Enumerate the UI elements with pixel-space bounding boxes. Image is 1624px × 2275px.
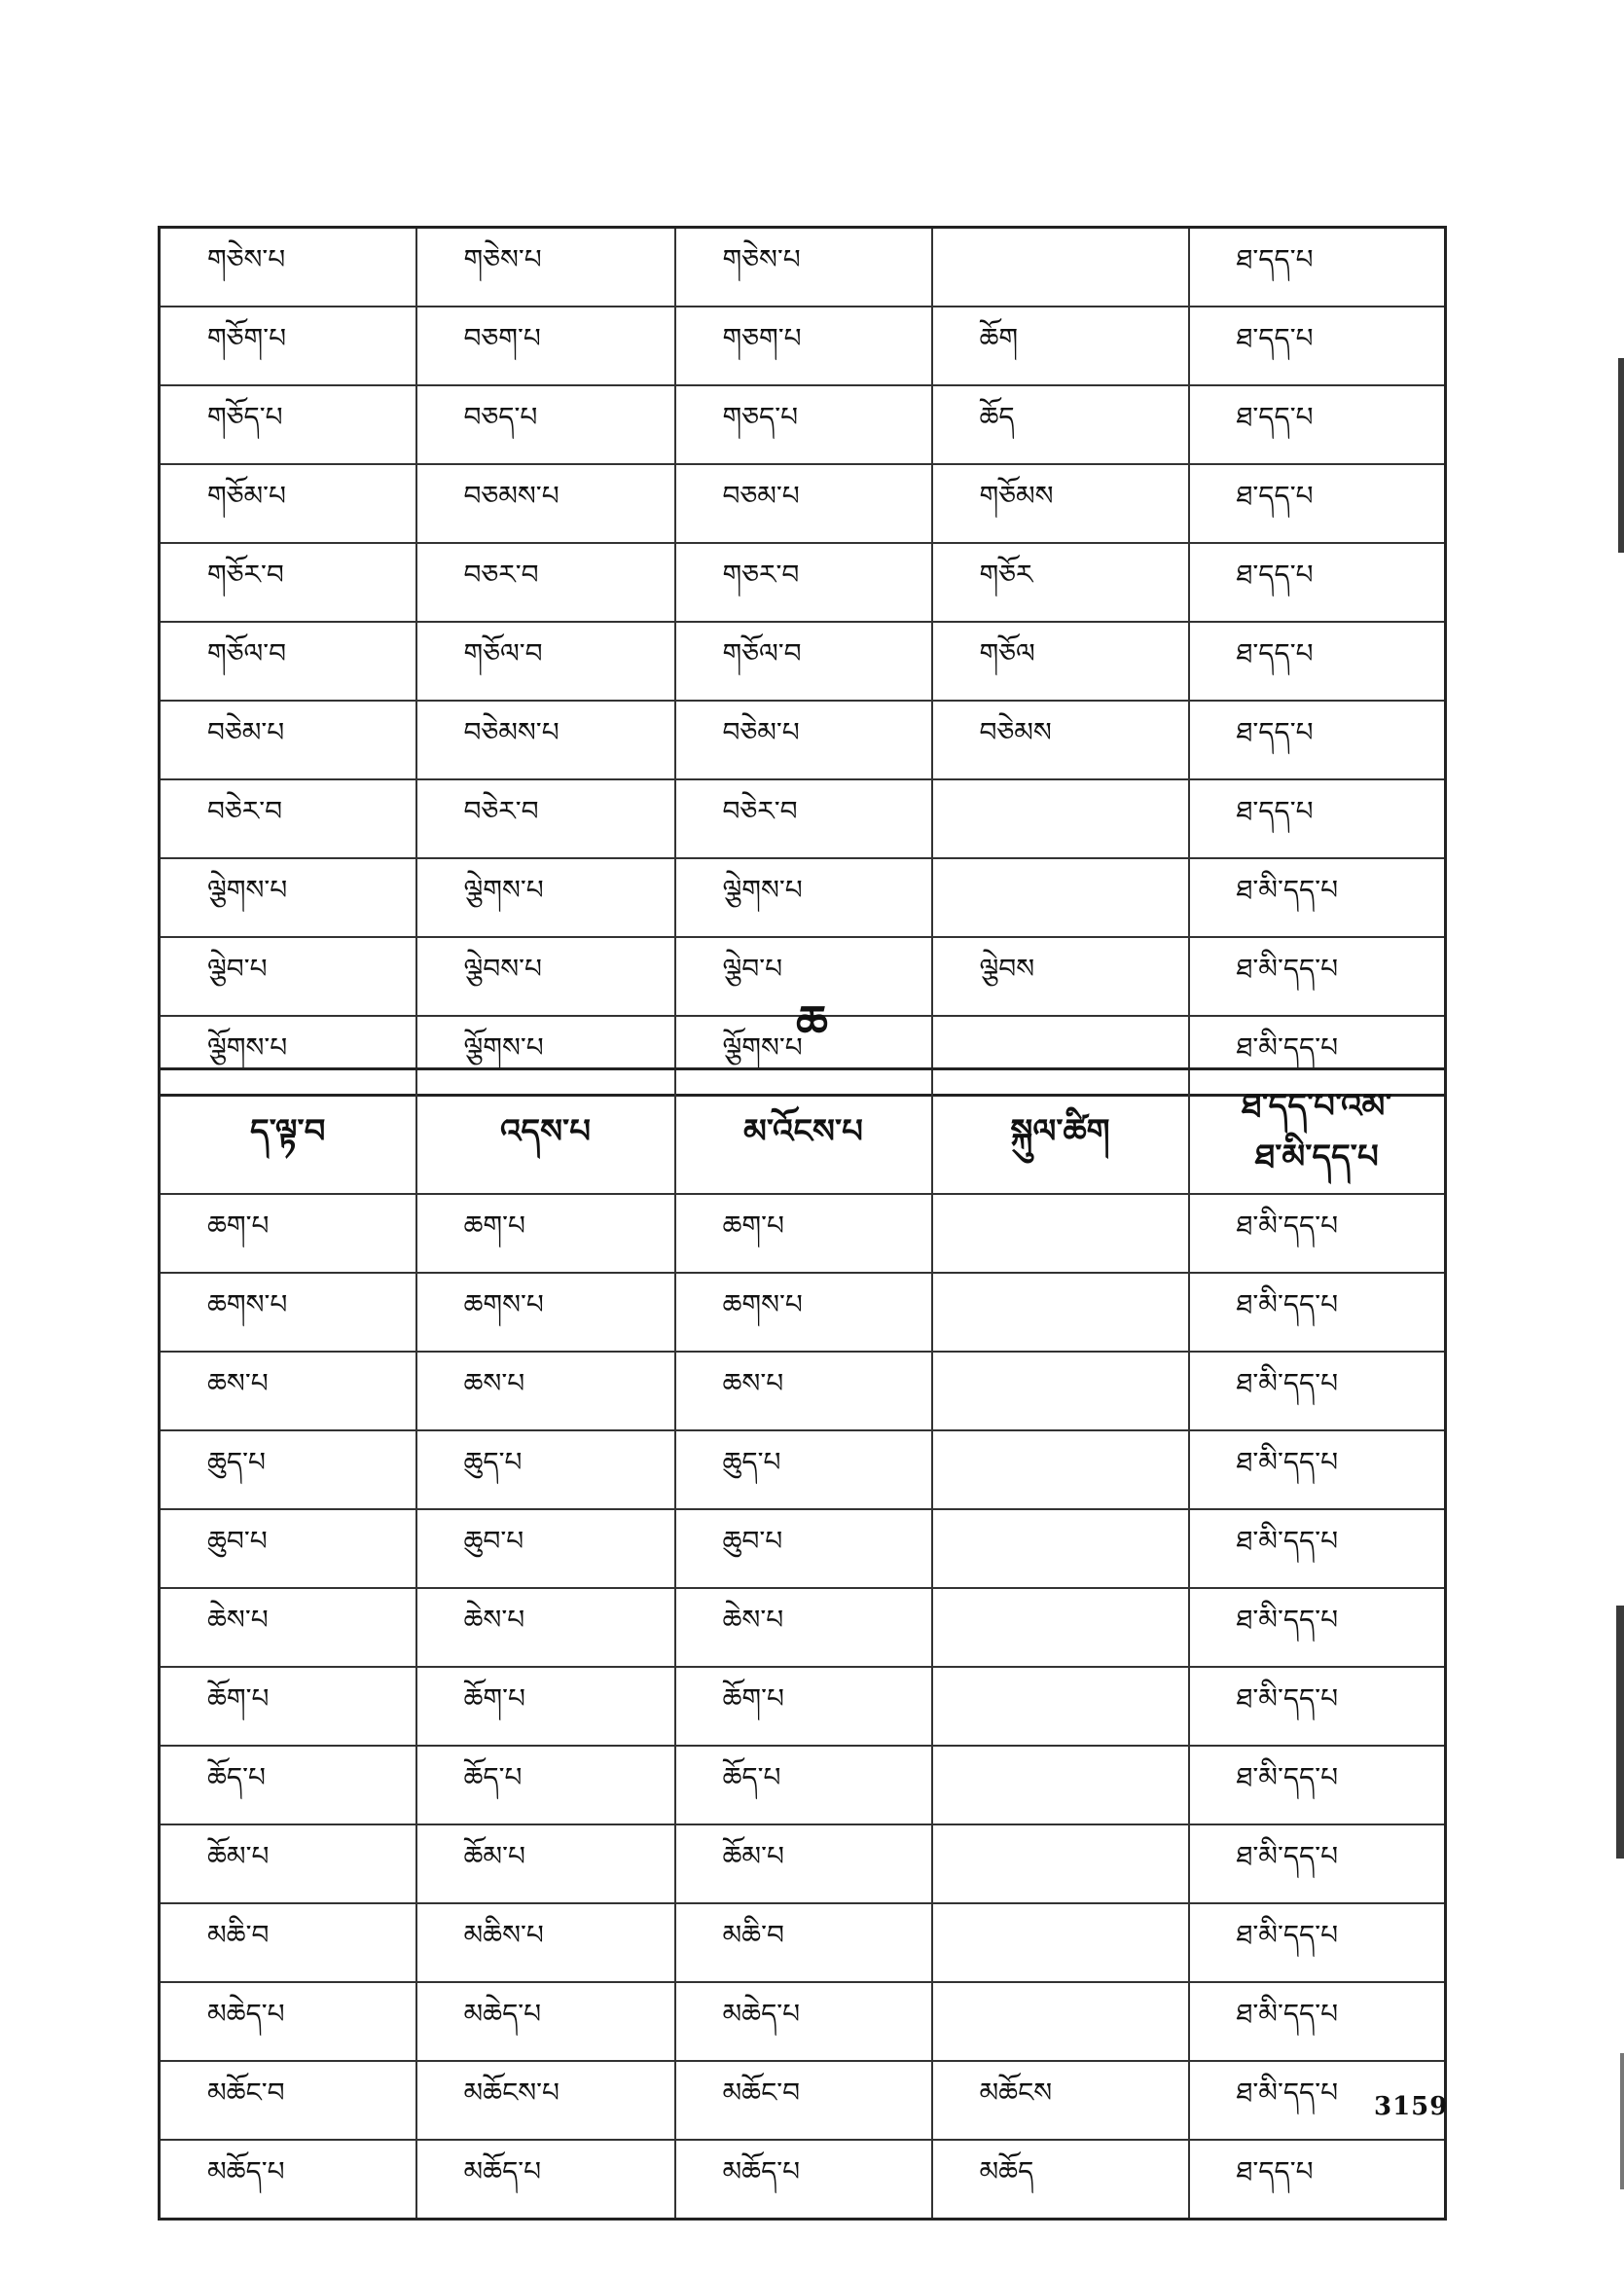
table-row: [160, 1430, 1446, 1509]
cell-imperative: [932, 1903, 1189, 1982]
verb-table-top: [158, 226, 1447, 1097]
cell-present: ཆུད་པ: [160, 1430, 416, 1509]
section-letter: ཆ: [796, 995, 828, 1048]
cell-past: བཅར་བ: [416, 543, 675, 622]
header-row: [160, 1069, 1446, 1195]
cell-future: མཆི་བ: [675, 1903, 932, 1982]
header-past: འདས་པ: [416, 1069, 675, 1195]
header-transitivity-line2: ཐ་མི་དད་པ: [1254, 1138, 1379, 1176]
cell-imperative: [932, 1588, 1189, 1667]
cell-past: ལྕེགས་པ: [416, 858, 675, 937]
cell-present: ལྕོགས་པ: [160, 1016, 416, 1096]
cell-present: བཅེམ་པ: [160, 701, 416, 779]
cell-past: ཆེས་པ: [416, 1588, 675, 1667]
cell-transitivity: ཐ་མི་དད་པ: [1189, 1903, 1446, 1982]
cell-present: གཅོག་པ: [160, 307, 416, 385]
cell-past: བཅག་པ: [416, 307, 675, 385]
cell-transitivity: ཐ་དད་པ: [1189, 464, 1446, 543]
cell-imperative: མཆོད: [932, 2140, 1189, 2220]
cell-transitivity: ཐ་དད་པ: [1189, 701, 1446, 779]
cell-future: ལྕེགས་པ: [675, 858, 932, 937]
cell-imperative: [932, 1352, 1189, 1430]
cell-future: བཅམ་པ: [675, 464, 932, 543]
cell-imperative: [932, 1273, 1189, 1352]
cell-present: ཆགས་པ: [160, 1273, 416, 1352]
table-row: [160, 464, 1446, 543]
cell-present: ལྕེགས་པ: [160, 858, 416, 937]
cell-present: གཅོལ་བ: [160, 622, 416, 701]
cell-future: བཅེར་བ: [675, 779, 932, 858]
table-row: [160, 1273, 1446, 1352]
cell-future: གཅེས་པ: [675, 228, 932, 307]
cell-transitivity: ཐ་དད་པ: [1189, 385, 1446, 464]
cell-past: ཆོམ་པ: [416, 1824, 675, 1903]
cell-transitivity: ཐ་མི་དད་པ: [1189, 1016, 1446, 1096]
cell-transitivity: ཐ་མི་དད་པ: [1189, 1430, 1446, 1509]
cell-imperative: གཅོར: [932, 543, 1189, 622]
cell-transitivity: ཐ་མི་དད་པ: [1189, 2061, 1446, 2140]
cell-imperative: [932, 1824, 1189, 1903]
cell-past: ལྕོགས་པ: [416, 1016, 675, 1096]
cell-future: ཆས་པ: [675, 1352, 932, 1430]
cell-transitivity: ཐ་དད་པ: [1189, 543, 1446, 622]
table-row: [160, 1509, 1446, 1588]
cell-future: ཆུད་པ: [675, 1430, 932, 1509]
cell-past: མཆོངས་པ: [416, 2061, 675, 2140]
cell-present: མཆོང་བ: [160, 2061, 416, 2140]
cell-transitivity: ཐ་མི་དད་པ: [1189, 1982, 1446, 2061]
cell-future: ལྕོགས་པ: [675, 1016, 932, 1096]
table-row: [160, 2061, 1446, 2140]
cell-past: ཆོད་པ: [416, 1746, 675, 1824]
header-future: མ་འོངས་པ: [675, 1069, 932, 1195]
cell-transitivity: ཐ་དད་པ: [1189, 307, 1446, 385]
cell-transitivity: ཐ་དད་པ: [1189, 2140, 1446, 2220]
cell-past: ཆགས་པ: [416, 1273, 675, 1352]
cell-present: ཆས་པ: [160, 1352, 416, 1430]
cell-past: ཆུད་པ: [416, 1430, 675, 1509]
cell-transitivity: ཐ་མི་དད་པ: [1189, 1667, 1446, 1746]
cell-present: གཅོད་པ: [160, 385, 416, 464]
cell-present: གཅོར་བ: [160, 543, 416, 622]
cell-transitivity: ཐ་མི་དད་པ: [1189, 1509, 1446, 1588]
cell-present: གཅེས་པ: [160, 228, 416, 307]
cell-imperative: [932, 1194, 1189, 1273]
scan-edge-mark: [1618, 358, 1624, 553]
cell-imperative: [932, 1430, 1189, 1509]
cell-present: མཆོད་པ: [160, 2140, 416, 2220]
table-row: [160, 1352, 1446, 1430]
table-row: [160, 1982, 1446, 2061]
table-row: [160, 1824, 1446, 1903]
cell-future: བཅེམ་པ: [675, 701, 932, 779]
cell-present: ལྕེབ་པ: [160, 937, 416, 1016]
cell-future: ཆོམ་པ: [675, 1824, 932, 1903]
table-row: [160, 1903, 1446, 1982]
cell-future: མཆོང་བ: [675, 2061, 932, 2140]
cell-past: བཅེར་བ: [416, 779, 675, 858]
cell-future: མཆོད་པ: [675, 2140, 932, 2220]
cell-present: ཆག་པ: [160, 1194, 416, 1273]
cell-future: མཆེད་པ: [675, 1982, 932, 2061]
cell-imperative: གཅོལ: [932, 622, 1189, 701]
cell-present: ཆེས་པ: [160, 1588, 416, 1667]
cell-future: ཆག་པ: [675, 1194, 932, 1273]
cell-imperative: ལྕེབས: [932, 937, 1189, 1016]
cell-past: བཅམས་པ: [416, 464, 675, 543]
table-row: [160, 1194, 1446, 1273]
cell-imperative: ཆོད: [932, 385, 1189, 464]
table-row: [160, 543, 1446, 622]
table-row: [160, 2140, 1446, 2220]
cell-imperative: [932, 779, 1189, 858]
header-transitivity: [1189, 1069, 1446, 1195]
cell-future: ལྕེབ་པ: [675, 937, 932, 1016]
cell-present: མཆི་བ: [160, 1903, 416, 1982]
page-number: 3159: [1374, 2092, 1449, 2121]
cell-future: གཅག་པ: [675, 307, 932, 385]
scan-edge-mark: [1616, 1606, 1624, 1859]
cell-imperative: [932, 1982, 1189, 2061]
cell-present: ཆོད་པ: [160, 1746, 416, 1824]
cell-past: ཆས་པ: [416, 1352, 675, 1430]
cell-past: བཅེམས་པ: [416, 701, 675, 779]
cell-transitivity: ཐ་དད་པ: [1189, 622, 1446, 701]
table-row: [160, 307, 1446, 385]
cell-imperative: [932, 858, 1189, 937]
cell-transitivity: ཐ་མི་དད་པ: [1189, 1273, 1446, 1352]
cell-future: གཅར་བ: [675, 543, 932, 622]
table-row: [160, 1667, 1446, 1746]
table-row: [160, 779, 1446, 858]
header-imperative: སྐུལ་ཚིག: [932, 1069, 1189, 1195]
cell-past: གཅོལ་བ: [416, 622, 675, 701]
cell-imperative: [932, 1746, 1189, 1824]
table-row: [160, 858, 1446, 937]
cell-future: ཆུབ་པ: [675, 1509, 932, 1588]
cell-imperative: [932, 228, 1189, 307]
cell-transitivity: ཐ་མི་དད་པ: [1189, 1194, 1446, 1273]
header-transitivity-line1: ཐ་དད་པ་འམ་: [1241, 1087, 1392, 1126]
cell-imperative: [932, 1509, 1189, 1588]
cell-past: མཆོད་པ: [416, 2140, 675, 2220]
cell-present: ཆུབ་པ: [160, 1509, 416, 1588]
cell-past: བཅད་པ: [416, 385, 675, 464]
cell-future: ཆེས་པ: [675, 1588, 932, 1667]
cell-future: ཆོད་པ: [675, 1746, 932, 1824]
cell-future: གཅད་པ: [675, 385, 932, 464]
cell-imperative: [932, 1667, 1189, 1746]
cell-imperative: གཅོམས: [932, 464, 1189, 543]
cell-transitivity: ཐ་མི་དད་པ: [1189, 937, 1446, 1016]
cell-past: ཆག་པ: [416, 1194, 675, 1273]
cell-present: གཅོམ་པ: [160, 464, 416, 543]
cell-transitivity: ཐ་དད་པ: [1189, 779, 1446, 858]
cell-present: ཆོག་པ: [160, 1667, 416, 1746]
cell-transitivity: ཐ་མི་དད་པ: [1189, 858, 1446, 937]
cell-past: ལྕེབས་པ: [416, 937, 675, 1016]
cell-past: ཆོག་པ: [416, 1667, 675, 1746]
cell-imperative: མཆོངས: [932, 2061, 1189, 2140]
cell-past: གཅེས་པ: [416, 228, 675, 307]
cell-past: མཆིས་པ: [416, 1903, 675, 1982]
cell-transitivity: ཐ་མི་དད་པ: [1189, 1824, 1446, 1903]
header-present: ད་ལྟ་བ: [160, 1069, 416, 1195]
scan-edge-mark: [1620, 2053, 1624, 2189]
cell-imperative: བཅེམས: [932, 701, 1189, 779]
cell-future: ཆགས་པ: [675, 1273, 932, 1352]
table-row: [160, 1746, 1446, 1824]
table-row: [160, 622, 1446, 701]
table-row: [160, 228, 1446, 307]
cell-transitivity: ཐ་མི་དད་པ: [1189, 1588, 1446, 1667]
verb-table-bottom-body: [160, 1194, 1449, 2220]
cell-present: བཅེར་བ: [160, 779, 416, 858]
cell-transitivity: ཐ་མི་དད་པ: [1189, 1352, 1446, 1430]
verb-table-top-body: [160, 228, 1446, 1096]
cell-present: མཆེད་པ: [160, 1982, 416, 2061]
cell-future: གཅོལ་བ: [675, 622, 932, 701]
table-row: [160, 1588, 1446, 1667]
cell-past: མཆེད་པ: [416, 1982, 675, 2061]
cell-transitivity: ཐ་དད་པ: [1189, 228, 1446, 307]
cell-future: ཆོག་པ: [675, 1667, 932, 1746]
table-row: [160, 385, 1446, 464]
cell-present: ཆོམ་པ: [160, 1824, 416, 1903]
cell-imperative: ཆོག: [932, 307, 1189, 385]
verb-table-bottom: [158, 1067, 1447, 2221]
cell-transitivity: ཐ་མི་དད་པ: [1189, 1746, 1446, 1824]
table-row: [160, 701, 1446, 779]
cell-past: ཆུབ་པ: [416, 1509, 675, 1588]
